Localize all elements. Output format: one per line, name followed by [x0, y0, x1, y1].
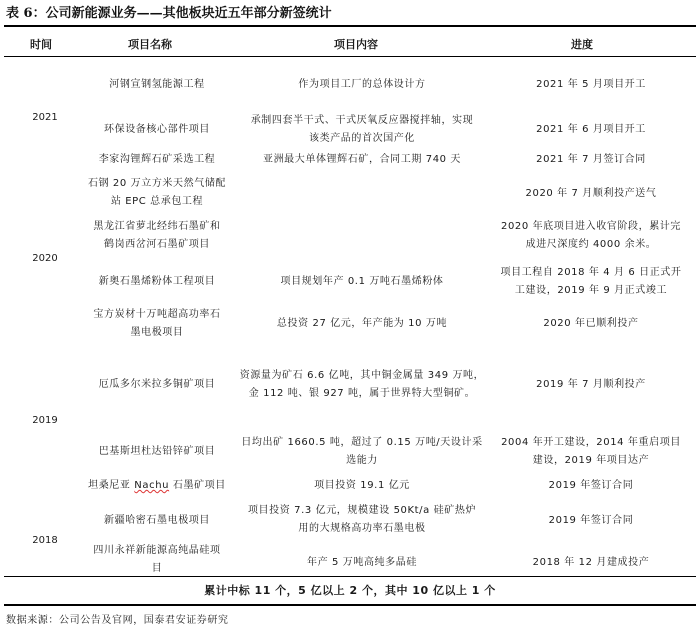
header-name: 项目名称	[128, 38, 172, 51]
row-2-name: 李家沟锂辉石矿采选工程	[98, 154, 216, 165]
row-8-content: 日均出矿 1660.5 吨，超过了 0.15 万吨/天设计采 选能力	[241, 437, 483, 466]
data-source: 数据来源：公司公告及官网，国泰君安证券研究	[6, 615, 229, 626]
row-3-progress: 2020 年 7 月顺利投产送气	[525, 188, 657, 199]
year-2018: 2018	[32, 535, 58, 546]
row-8-progress: 2004 年开工建设，2014 年重启项目 建设，2019 年项目达产	[501, 437, 681, 466]
row-1-content: 承制四套半干式、干式厌氧反应器搅拌轴，实现 该类产品的首次国产化	[250, 115, 474, 144]
row-6-progress: 2020 年已顺利投产	[543, 318, 639, 329]
row-11-name: 四川永祥新能源高纯晶硅项 目	[93, 545, 221, 574]
table-title: 表 6：公司新能源业务——其他板块近五年部分新签统计	[6, 6, 332, 21]
header-content: 项目内容	[334, 38, 378, 51]
row-0-content: 作为项目工厂的总体设计方	[298, 79, 426, 90]
row-5-name: 新奥石墨烯粉体工程项目	[98, 276, 216, 287]
summary-row: 累计中标 11 个，5 亿以上 2 个，其中 10 亿以上 1 个	[204, 584, 496, 597]
row-8-name: 巴基斯坦杜达铅锌矿项目	[98, 446, 216, 457]
row-0-name: 河钢宣钢氢能源工程	[109, 79, 205, 90]
row-1-progress: 2021 年 6 月项目开工	[536, 124, 646, 135]
row-9-content: 项目投资 19.1 亿元	[314, 480, 410, 491]
header-time: 时间	[30, 38, 52, 51]
header-progress: 进度	[571, 38, 593, 51]
year-2021: 2021	[32, 112, 58, 123]
summary-bottom-rule	[4, 604, 696, 606]
year-2020: 2020	[32, 253, 58, 264]
row-5-content: 项目规划年产 0.1 万吨石墨烯粉体	[280, 276, 444, 287]
row-2-progress: 2021 年 7 月签订合同	[536, 154, 646, 165]
row-10-content: 项目投资 7.3 亿元，规模建设 50Kt/a 硅矿热炉 用的大规格高功率石墨电极	[247, 505, 477, 534]
row-4-name: 黑龙江省萝北经纬石墨矿和 鹤岗西岔河石墨矿项目	[93, 221, 221, 250]
row-7-content: 资源量为矿石 6.6 亿吨，其中铜金属量 349 万吨， 金 112 吨、银 927 吨，属于世界特大型铜矿。	[239, 370, 485, 399]
row-0-progress: 2021 年 5 月项目开工	[536, 79, 646, 90]
row-6-name: 宝方炭材十万吨超高功率石 墨电极项目	[93, 309, 221, 338]
row-10-name: 新疆哈密石墨电极项目	[104, 515, 210, 526]
row-11-content: 年产 5 万吨高纯多晶硅	[307, 557, 417, 568]
row-3-name: 石钢 20 万立方米天然气储配 站 EPC 总承包工程	[87, 178, 227, 207]
row-1-name: 环保设备核心部件项目	[104, 124, 210, 135]
row-9-progress: 2019 年签订合同	[548, 480, 634, 491]
row-2-content: 亚洲最大单体锂辉石矿，合同工期 740 天	[262, 154, 462, 165]
row-4-progress: 2020 年底项目进入收官阶段，累计完 成进尺深度约 4000 余米。	[500, 221, 682, 250]
header-rule	[4, 56, 696, 57]
top-rule	[4, 25, 696, 27]
row-9-name: 坦桑尼亚 Nachu 石墨矿项目	[88, 480, 226, 491]
row-7-name: 厄瓜多尔米拉多铜矿项目	[98, 379, 216, 390]
year-2019: 2019	[32, 415, 58, 426]
row-5-progress: 项目工程自 2018 年 4 月 6 日正式开 工建设，2019 年 9 月正式竣工	[500, 267, 682, 296]
summary-top-rule	[4, 576, 696, 577]
row-6-content: 总投资 27 亿元，年产能为 10 万吨	[276, 318, 448, 329]
row-10-progress: 2019 年签订合同	[548, 515, 634, 526]
row-7-progress: 2019 年 7 月顺利投产	[536, 379, 646, 390]
row-11-progress: 2018 年 12 月建成投产	[532, 557, 650, 568]
